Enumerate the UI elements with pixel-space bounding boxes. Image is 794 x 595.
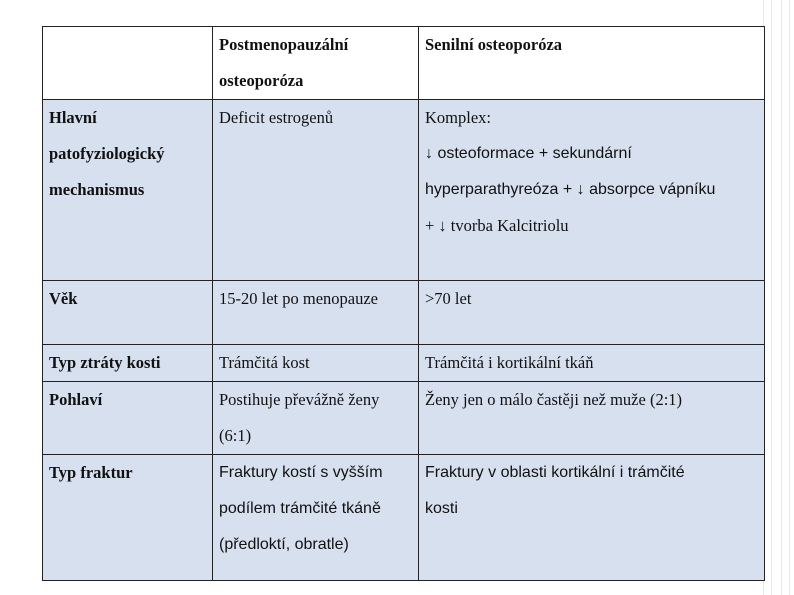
table-row xyxy=(43,382,765,455)
header-senile: Senilní osteoporóza xyxy=(419,27,765,100)
bone-loss-senile: Trámčitá i kortikální tkáň xyxy=(419,345,765,382)
header-empty-cell xyxy=(43,27,213,100)
row-label-age: Věk xyxy=(43,281,213,345)
table-row xyxy=(43,100,765,281)
fractures-senile: Fraktury v oblasti kortikální i trámčité kosti xyxy=(419,455,765,581)
row-label-fractures: Typ fraktur xyxy=(43,455,213,581)
age-senile: >70 let xyxy=(419,281,765,345)
age-postmenopausal: 15-20 let po menopauze xyxy=(213,281,419,345)
table-row xyxy=(43,455,765,581)
row-label-bone-loss: Typ ztráty kosti xyxy=(43,345,213,382)
row-label-sex: Pohlaví xyxy=(43,382,213,455)
mechanism-senile: Komplex: ↓ osteoformace + sekundární hyperparathyreóza + ↓ absorpce vápníku + ↓ tvorba Kalcitriolu xyxy=(419,100,765,281)
comparison-table xyxy=(42,26,765,581)
bone-loss-postmenopausal: Trámčitá kost xyxy=(213,345,419,382)
mechanism-postmenopausal: Deficit estrogenů xyxy=(213,100,419,281)
sex-senile: Ženy jen o málo častěji než muže (2:1) xyxy=(419,382,765,455)
table-row xyxy=(43,345,765,382)
header-postmenopausal: Postmenopauzální osteoporóza xyxy=(213,27,419,100)
sex-postmenopausal: Postihuje převážně ženy (6:1) xyxy=(213,382,419,455)
table-row xyxy=(43,281,765,345)
fractures-postmenopausal: Fraktury kostí s vyšším podílem trámčité tkáně (předloktí, obratle) xyxy=(213,455,419,581)
table-header-row xyxy=(43,27,765,100)
row-label-mechanism: Hlavní patofyziologický mechanismus xyxy=(43,100,213,281)
